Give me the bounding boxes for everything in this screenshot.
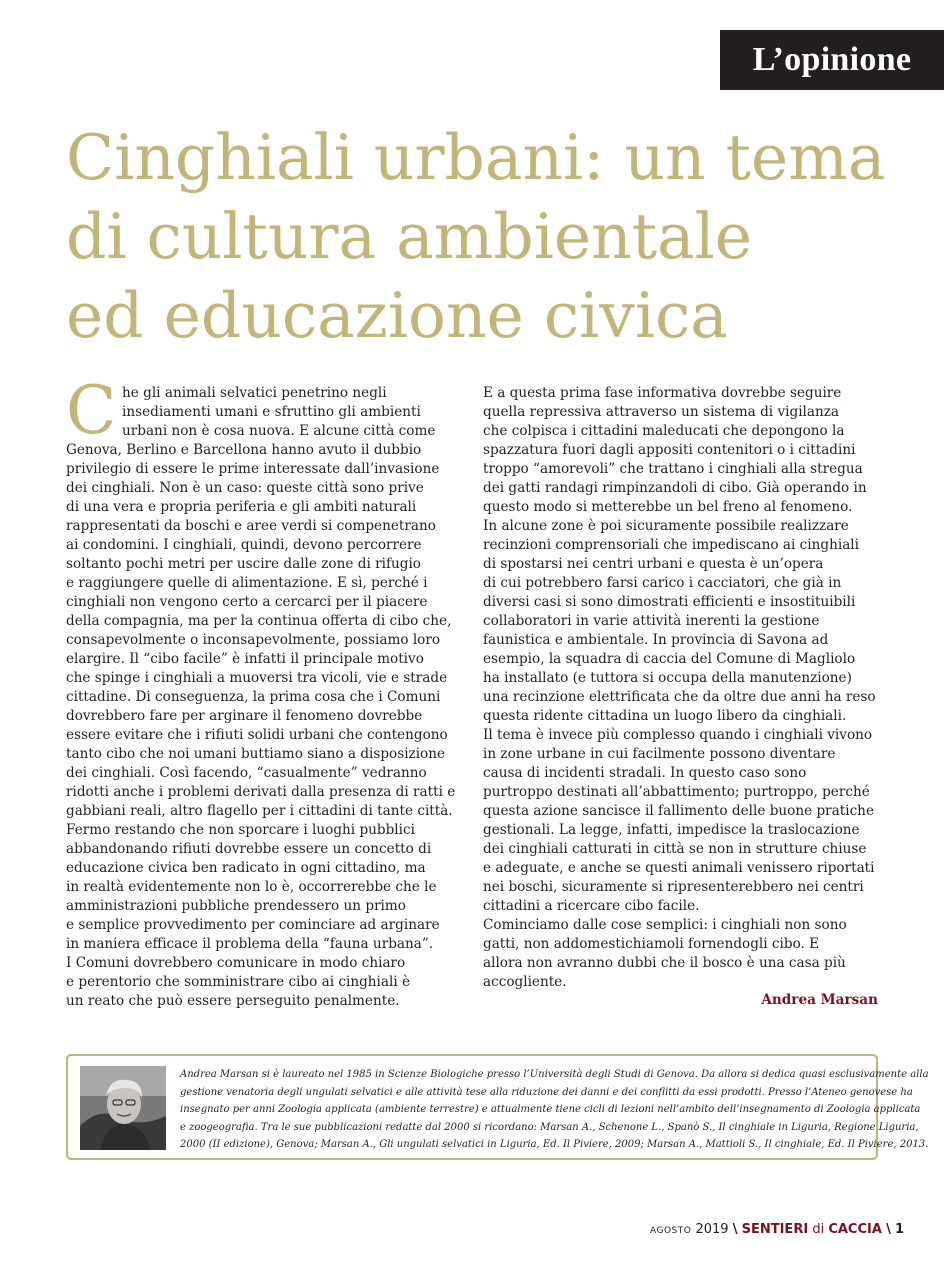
- text-line: spazzatura fuori dagli appositi contenitori o i cittadini: [483, 442, 856, 458]
- text-line: collaboratori in varie attività inerenti la gestione: [483, 613, 820, 629]
- text-line: quella repressiva attraverso un sistema di vigilanza: [483, 404, 840, 420]
- text-line: E a questa prima fase informativa dovrebbe seguire: [483, 385, 842, 401]
- text-line: dei cinghiali. Così facendo, “casualmente” vedranno: [66, 765, 427, 781]
- text-line: e perentorio che somministrare cibo ai cinghiali è: [66, 974, 411, 990]
- text-line: insediamenti umani e sfruttino gli ambienti: [122, 404, 421, 420]
- text-line: in maniera efficace il problema della “fauna urbana”.: [66, 936, 434, 952]
- author-bio-box: [66, 1054, 929, 1160]
- text-line: elargire. Il “cibo facile” è infatti il principale motivo: [66, 651, 424, 667]
- page-number: 1: [894, 1222, 904, 1237]
- text-line: educazione civica ben radicato in ogni cittadino, ma: [66, 860, 426, 876]
- text-line: tanto cibo che noi umani buttiamo siano a disposizione: [66, 746, 446, 762]
- text-line: dei cinghiali catturati in città se non in strutture chiuse: [483, 841, 867, 857]
- text-line: Cominciamo dalle cose semplici: i cinghiali non sono: [483, 917, 847, 933]
- text-line: e adeguate, e anche se questi animali venissero riportati: [483, 860, 875, 876]
- text-line: cinghiali non vengono certo a cercarci per il piacere: [66, 594, 428, 610]
- text-line: che colpisca i cittadini maleducati che depongono la: [483, 423, 845, 439]
- article-headline: [66, 118, 926, 355]
- text-line: dei cinghiali. Non è un caso: queste città sono prive: [66, 480, 424, 496]
- text-line: ridotti anche i problemi derivati dalla presenza di ratti e: [66, 784, 456, 800]
- text-line: nei boschi, sicuramente si ripresenterebbero nei centri: [483, 879, 864, 895]
- text-line: di una vera e propria periferia e gli ambiti naturali: [66, 499, 417, 515]
- headline-line-1: Cinghiali urbani: un tema: [66, 121, 886, 194]
- text-line: troppo “amorevoli” che trattano i cinghiali alla stregua: [483, 461, 863, 477]
- text-line: I Comuni dovrebbero comunicare in modo chiaro: [66, 955, 406, 971]
- page-footer: [650, 1222, 904, 1237]
- issue-year: 2019: [695, 1222, 729, 1237]
- text-line: della compagnia, ma per la continua offerta di cibo che,: [66, 613, 452, 629]
- text-line: Andrea Marsan si è laureato nel 1985 in Scienze Biologiche presso l’Università degli Studi di Genova. Da allora si dedica quasi esclusivamente alla: [180, 1069, 929, 1080]
- text-line: abbandonando rifiuti dovrebbe essere un concetto di: [66, 841, 432, 857]
- text-line: che spinge i cinghiali a muoversi tra vicoli, vie e strade: [66, 670, 448, 686]
- text-line: questo modo si metterebbe un bel freno al fenomeno.: [483, 499, 853, 515]
- text-line: essere evitare che i rifiuti solidi urbani che contengono: [66, 727, 448, 743]
- text-line: faunistica e ambientale. In provincia di Savona ad: [483, 632, 829, 648]
- text-line: gabbiani reali, altro flagello per i cittadini di tante città.: [66, 803, 453, 819]
- text-line: questa ridente cittadina un luogo libero da cinghiali.: [483, 708, 847, 724]
- text-line: e raggiungere quelle di alimentazione. E sì, perché i: [66, 575, 428, 591]
- text-line: accogliente.: [483, 974, 567, 990]
- text-line: dei gatti randagi rimpinzandoli di cibo. Già operando in: [483, 480, 867, 496]
- text-line: una recinzione elettrificata che da oltre due anni ha reso: [483, 689, 876, 705]
- text-line: in zone urbane in cui facilmente possono diventare: [483, 746, 836, 762]
- footer-separator: \: [732, 1222, 738, 1237]
- text-line: urbani non è cosa nuova. E alcune città come: [122, 423, 436, 439]
- text-line: in realtà evidentemente non lo è, occorrerebbe che le: [66, 879, 437, 895]
- author-photo: [80, 1066, 166, 1150]
- text-line: cittadini a ricercare cibo facile.: [483, 898, 700, 914]
- text-line: soltanto pochi metri per uscire dalle zone di rifugio: [66, 556, 421, 572]
- text-line: diversi casi si sono dimostrati efficienti e insostituibili: [483, 594, 856, 610]
- text-line: 2000 (II edizione), Genova; Marsan A., Gli ungulati selvatici in Liguria, Ed. Il Piviere, 2009; Marsan A., Mattioli S., Il cinghiale, Ed. Il Piviere, 2013.: [180, 1139, 929, 1150]
- text-line: rappresentati da boschi e aree verdi si compenetrano: [66, 518, 436, 534]
- text-line: e zoogeografia. Tra le sue pubblicazioni redatte dal 2000 si ricordano: Marsan A., Schenone L., Spanò S., Il cinghiale in Liguria, Regione Liguria,: [180, 1121, 919, 1133]
- text-line: allora non avranno dubbi che il bosco è una casa più: [483, 955, 846, 971]
- text-line: gatti, non addomestichiamoli fornendogli cibo. E: [483, 936, 820, 952]
- text-line: gestionali. La legge, infatti, impedisce la traslocazione: [483, 822, 860, 838]
- author-bio-text: [180, 1066, 929, 1154]
- text-line: dovrebbero fare per arginare il fenomeno dovrebbe: [66, 708, 423, 724]
- headline-line-2: di cultura ambientale: [66, 200, 753, 273]
- text-line: gestione venatoria degli ungulati selvatici e alle attività tese alla riduzione dei danni e dei conflitti da essi prodotti. Presso l’Ateneo genovese ha: [180, 1086, 913, 1098]
- text-line: In alcune zone è poi sicuramente possibile realizzare: [483, 518, 849, 534]
- text-line: cittadine. Di conseguenza, la prima cosa che i Comuni: [66, 689, 441, 705]
- author-portrait-icon: [80, 1066, 166, 1150]
- text-line: Il tema è invece più complesso quando i cinghiali vivono: [483, 727, 873, 743]
- magazine-name-part-2: CACCIA: [828, 1222, 882, 1237]
- issue-month: agosto: [649, 1222, 692, 1237]
- text-line: purtroppo destinati all’abbattimento; purtroppo, perché: [483, 784, 870, 800]
- author-signature: Andrea Marsan: [761, 992, 878, 1008]
- magazine-name-di: di: [812, 1222, 825, 1237]
- text-line: esempio, la squadra di caccia del Comune di Magliolo: [483, 651, 856, 667]
- magazine-name-part-1: SENTIERI: [741, 1222, 809, 1237]
- text-line: ai condomini. I cinghiali, quindi, devono percorrere: [66, 537, 422, 553]
- text-line: e semplice provvedimento per cominciare ad arginare: [66, 917, 440, 933]
- text-line: di cui potrebbero farsi carico i cacciatori, che già in: [483, 575, 842, 591]
- text-line: ha installato (e tuttora si occupa della manutenzione): [483, 670, 852, 686]
- text-line: questa azione sancisce il fallimento delle buone pratiche: [483, 803, 874, 819]
- text-line: insegnato per anni Zoologia applicata (ambiente terrestre) e attualmente tiene cicli di lezioni nell’ambito dell’insegnamento di Zoologia applicata: [180, 1104, 921, 1115]
- text-line: di spostarsi nei centri urbani e questa è un’opera: [483, 556, 824, 572]
- text-line: amministrazioni pubbliche prendessero un primo: [66, 898, 406, 914]
- text-line: un reato che può essere perseguito penalmente.: [66, 993, 400, 1009]
- text-line: causa di incidenti stradali. In questo caso sono: [483, 765, 807, 781]
- headline-line-3: ed educazione civica: [66, 279, 728, 352]
- text-line: consapevolmente o inconsapevolmente, possiamo loro: [66, 632, 441, 648]
- text-line: Fermo restando che non sporcare i luoghi pubblici: [66, 822, 415, 838]
- footer-separator-2: \: [886, 1222, 891, 1237]
- text-line: privilegio di essere le prime interessate dall’invasione: [66, 461, 440, 477]
- text-line: Genova, Berlino e Barcellona hanno avuto il dubbio: [66, 442, 422, 458]
- drop-cap: C: [66, 372, 117, 449]
- text-line: recinzioni comprensoriali che impediscano ai cinghiali: [483, 537, 860, 553]
- article-column-right: [483, 384, 883, 992]
- text-line: he gli animali selvatici penetrino negli: [122, 385, 387, 401]
- article-column-left: [66, 372, 466, 1011]
- section-label: L’opinione: [720, 30, 944, 90]
